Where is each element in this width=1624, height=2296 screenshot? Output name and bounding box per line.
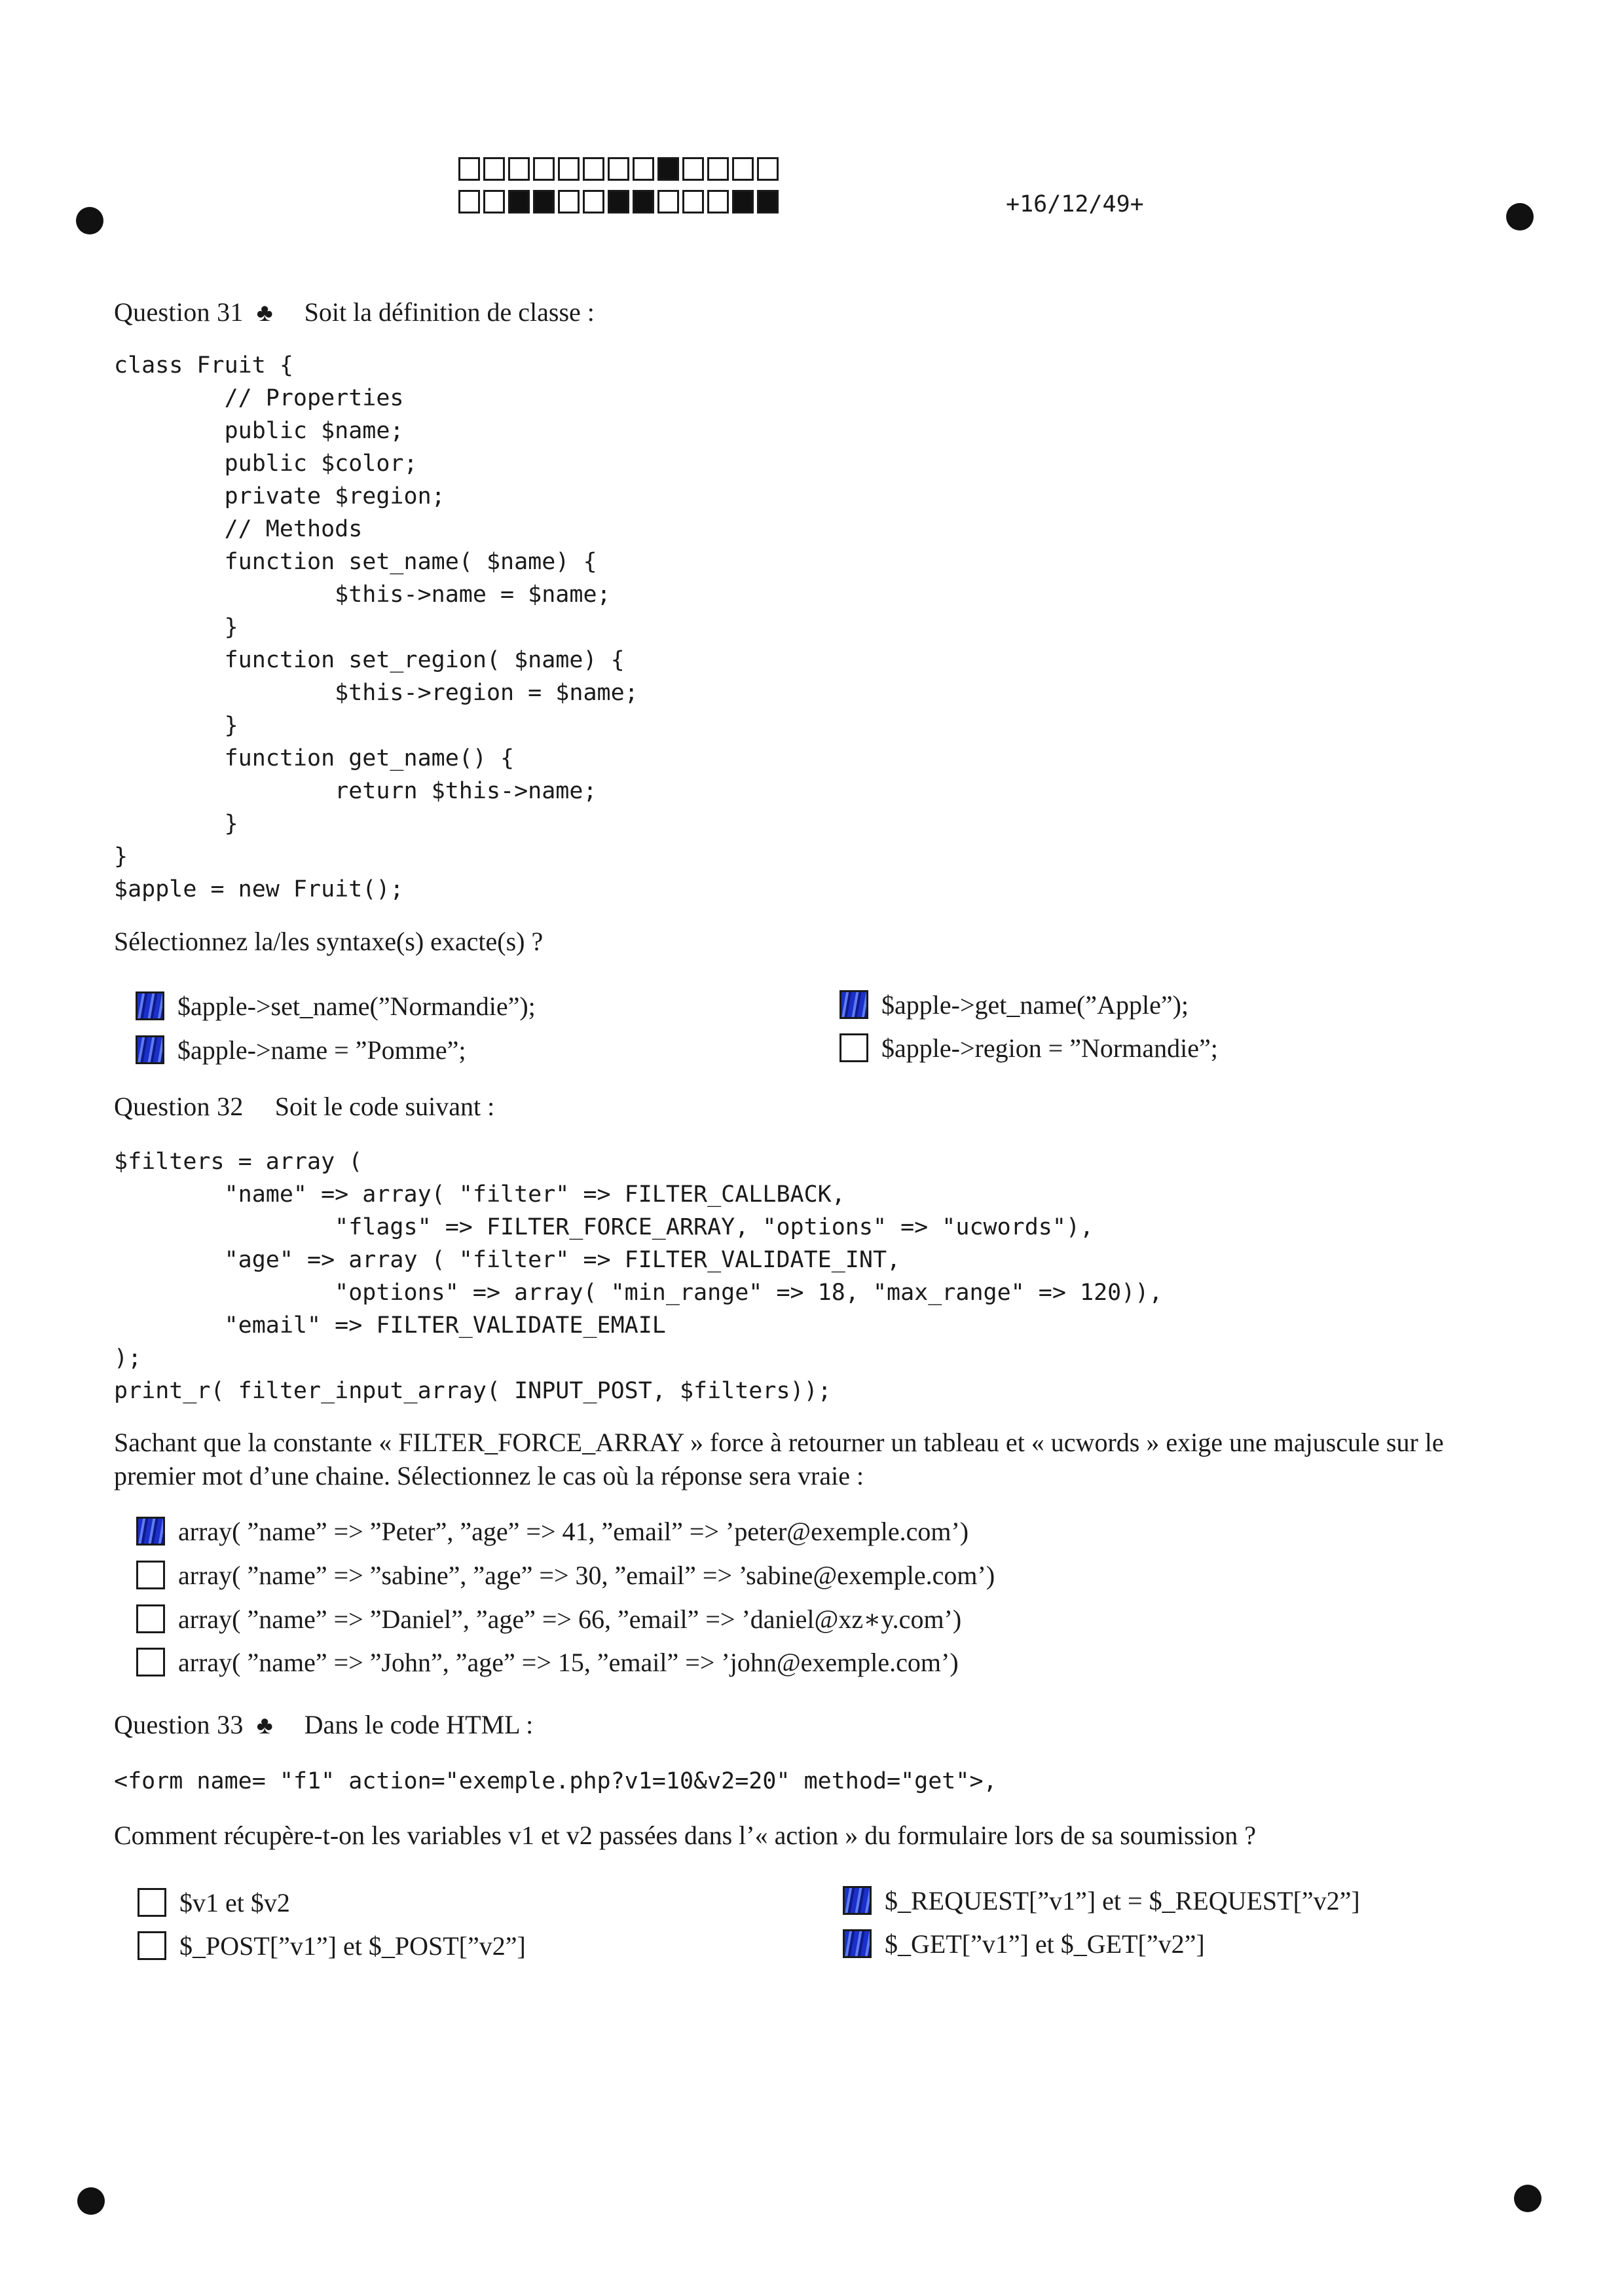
q33-choice-4[interactable] (843, 1927, 1205, 1960)
barcode-cell (483, 190, 505, 213)
barcode-cell (608, 190, 629, 213)
barcode-cell (558, 157, 580, 181)
checkbox[interactable] (136, 1648, 165, 1676)
barcode-cell (558, 190, 580, 213)
club-icon: ♣ (256, 299, 273, 327)
question-31-intro: Soit la définition de classe : (304, 297, 595, 327)
q33-choice-1[interactable] (138, 1886, 290, 1919)
registration-mark-bottom-right (1514, 2185, 1541, 2212)
barcode-row-1 (458, 157, 782, 181)
barcode-cell (707, 190, 729, 213)
question-32-code: $filters = array ( "name" => array( "filter" => FILTER_CALLBACK, "flags" => FILTER_FORCE_ARRAY, "options" => "ucwords"), "age" => array ( "filter" => FILTER_VALIDATE_INT, "options" => array( "min_range" => 18, "max_range" => 120)), "email" => FILTER_VALIDATE_EMAIL ); print_r( filter_input_array( INPUT_POST, $filters)); (114, 1149, 1163, 1404)
barcode-cell (657, 157, 679, 181)
choice-label: $apple->region = ”Normandie”; (881, 1033, 1218, 1063)
barcode-cell (682, 157, 704, 181)
barcode-cell (633, 190, 654, 213)
choice-label: $_REQUEST[”v1”] et = $_REQUEST[”v2”] (885, 1885, 1360, 1916)
q33-choice-3[interactable] (843, 1884, 1360, 1917)
barcode-cell (757, 157, 779, 181)
barcode-cell (508, 157, 530, 181)
checkbox[interactable] (136, 1517, 165, 1546)
choice-label: array( ”name” => ”John”, ”age” => 15, ”email” => ’john@exemple.com’) (178, 1647, 959, 1677)
q32-choice-1[interactable] (136, 1515, 969, 1547)
question-33-prompt: Comment récupère-t-on les variables v1 et v2 passées dans l’« action » du formulaire lors de sa soumission ? (114, 1821, 1256, 1850)
question-33-intro: Dans le code HTML : (304, 1710, 534, 1739)
barcode-cell (533, 190, 555, 213)
barcode-cell (682, 190, 704, 213)
barcode-cell (508, 190, 530, 213)
q31-choice-1[interactable] (136, 990, 536, 1022)
registration-mark-top-left (76, 207, 103, 234)
q31-choice-3[interactable] (840, 988, 1189, 1021)
page-code: +16/12/49+ (1006, 191, 1144, 217)
barcode-cell (633, 157, 654, 181)
choice-label: $apple->name = ”Pomme”; (177, 1035, 466, 1065)
q33-choice-2[interactable] (138, 1929, 526, 1962)
barcode-cell (707, 157, 729, 181)
barcode-cell (657, 190, 679, 213)
choice-label: array( ”name” => ”Daniel”, ”age” => 66, ”email” => ’daniel@xz∗y.com’) (178, 1604, 962, 1634)
barcode-cell (757, 190, 779, 213)
checkbox[interactable] (843, 1929, 872, 1958)
q32-choice-2[interactable] (136, 1559, 995, 1591)
barcode-cell (458, 157, 480, 181)
choice-label: array( ”name” => ”sabine”, ”age” => 30, ”email” => ’sabine@exemple.com’) (178, 1560, 995, 1590)
checkbox[interactable] (136, 991, 164, 1020)
question-33-header (114, 1709, 533, 1742)
q32-choice-3[interactable] (136, 1602, 961, 1635)
choice-label: array( ”name” => ”Peter”, ”age” => 41, ”email” => ’peter@exemple.com’) (178, 1516, 969, 1546)
barcode-cell (483, 157, 505, 181)
barcode-cell (732, 190, 754, 213)
barcode-cell (458, 190, 480, 213)
registration-mark-bottom-left (77, 2187, 105, 2215)
question-32-header (114, 1090, 494, 1123)
barcode-cell (732, 157, 754, 181)
registration-mark-top-right (1506, 203, 1534, 231)
question-32-prompt-line-1: Sachant que la constante « FILTER_FORCE_ARRAY » force à retourner un tableau et « ucwords » exige une majuscule sur le (114, 1428, 1444, 1457)
choice-label: $_POST[”v1”] et $_POST[”v2”] (179, 1931, 526, 1961)
question-33-code: <form name= "f1" action="exemple.php?v1=10&v2=20" method="get">, (114, 1768, 997, 1794)
question-32-intro: Soit le code suivant : (274, 1092, 495, 1121)
barcode-cell (608, 157, 629, 181)
choice-label: $_GET[”v1”] et $_GET[”v2”] (885, 1929, 1205, 1959)
choice-label: $apple->set_name(”Normandie”); (177, 991, 536, 1021)
barcode-cell (583, 157, 604, 181)
checkbox[interactable] (136, 1035, 164, 1064)
question-32-prompt-line-2: premier mot d’une chaine. Sélectionnez le cas où la réponse sera vraie : (114, 1461, 864, 1491)
checkbox[interactable] (138, 1888, 166, 1917)
q31-choice-2[interactable] (136, 1033, 466, 1066)
barcode-row-2 (458, 190, 782, 213)
choice-label: $v1 et $v2 (179, 1887, 290, 1917)
question-33-label: Question 33 (114, 1710, 244, 1739)
checkbox[interactable] (138, 1931, 166, 1960)
question-31-label: Question 31 (114, 297, 244, 327)
checkbox[interactable] (136, 1561, 165, 1589)
q31-choice-4[interactable] (840, 1031, 1218, 1064)
question-31-prompt: Sélectionnez la/les syntaxe(s) exacte(s) ? (114, 927, 544, 956)
question-32-label: Question 32 (114, 1092, 244, 1121)
barcode-cell (533, 157, 555, 181)
q32-choice-4[interactable] (136, 1646, 959, 1678)
barcode-cell (583, 190, 604, 213)
checkbox[interactable] (843, 1886, 872, 1915)
question-31-code: class Fruit { // Properties public $name; public $color; private $region; // Methods function set_name( $name) { $this->name = $name; } function set_region( $name) { $this->region = $name; } function get_name() { return $this->name; } } $apple = new Fruit(); (114, 352, 638, 902)
checkbox[interactable] (136, 1604, 165, 1633)
checkbox[interactable] (840, 990, 868, 1019)
question-31-header (114, 296, 595, 329)
club-icon: ♣ (256, 1712, 273, 1739)
choice-label: $apple->get_name(”Apple”); (881, 990, 1189, 1020)
checkbox[interactable] (840, 1033, 868, 1062)
